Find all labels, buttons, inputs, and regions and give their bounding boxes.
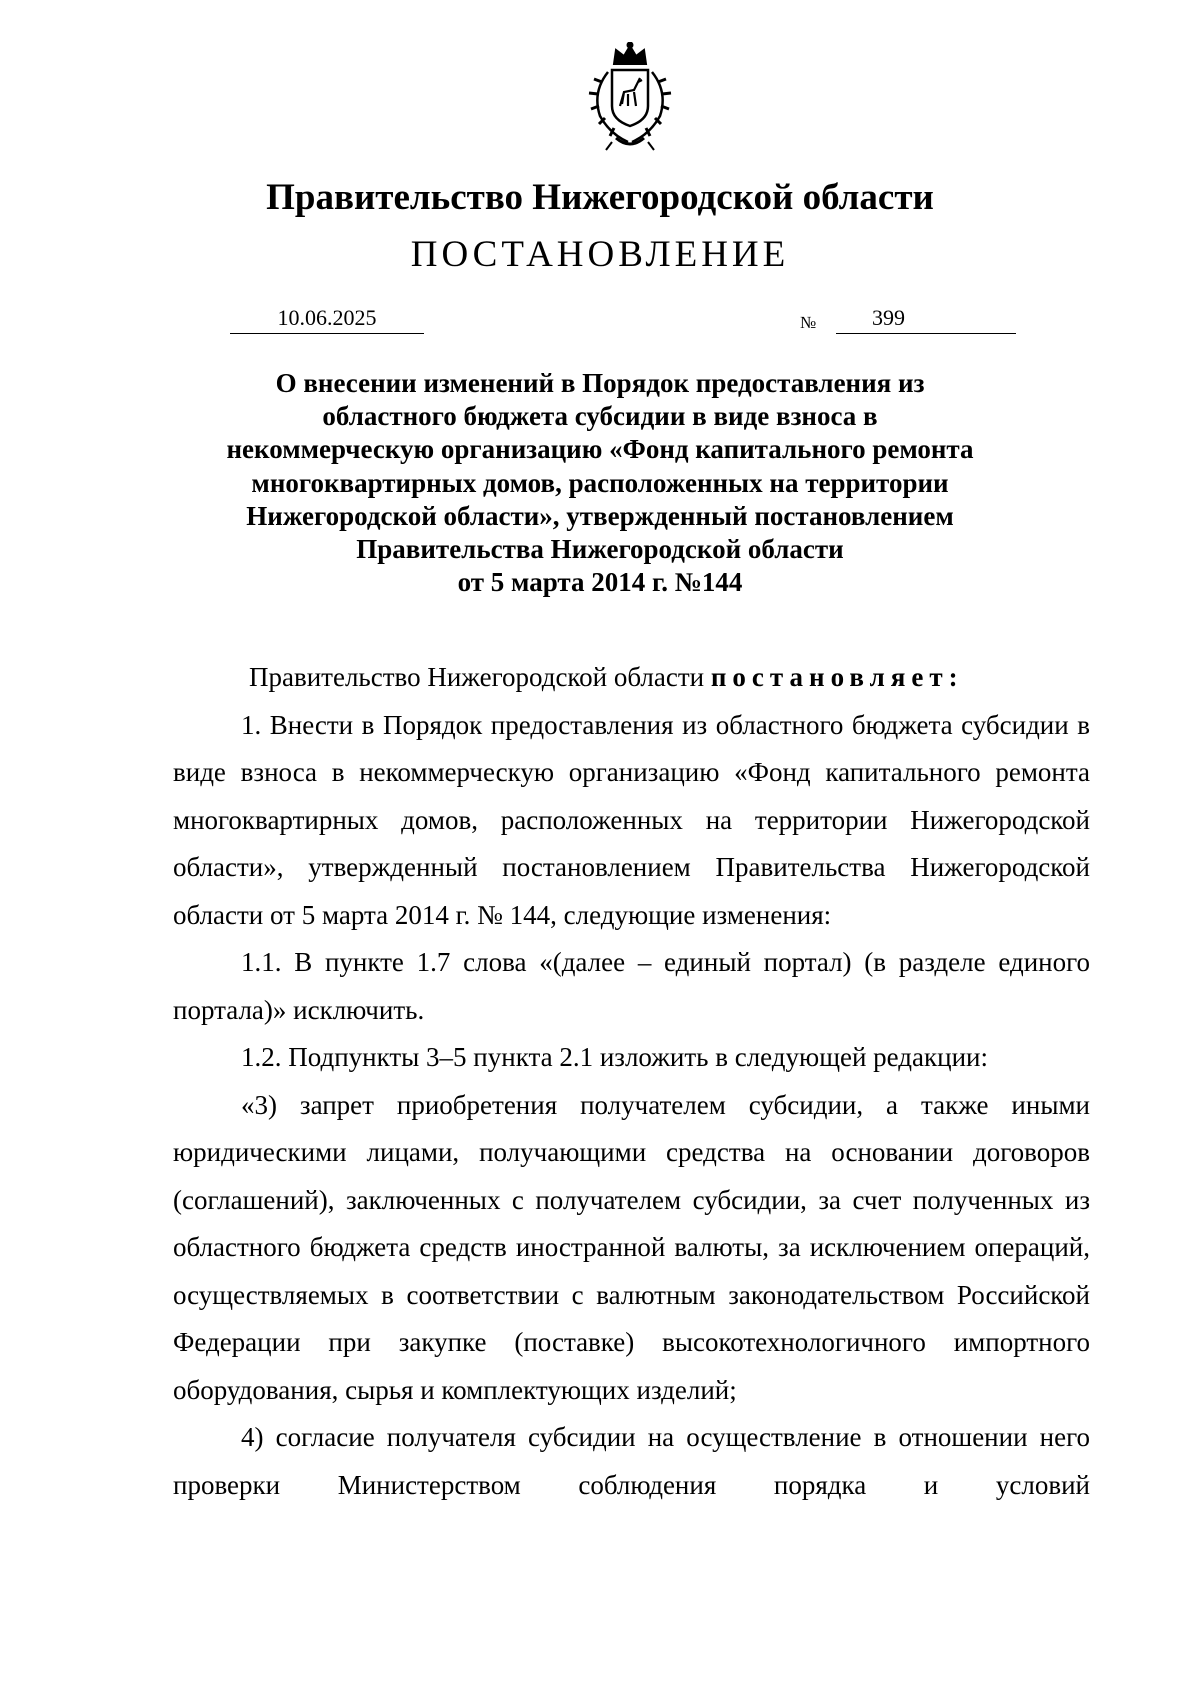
subject-line: О внесении изменений в Порядок предоставления из xyxy=(275,368,925,398)
paragraph-subpoint-4: 4) согласие получателя субсидии на осуществление в отношении него проверки Министерством соблюдения порядка и условий xyxy=(173,1422,1090,1500)
coat-of-arms-emblem xyxy=(578,42,682,154)
government-title: Правительство Нижегородской области xyxy=(266,177,934,218)
decree-number: 399 xyxy=(872,305,905,330)
subject-line: многоквартирных домов, расположенных на территории xyxy=(251,467,949,498)
paragraph-1-2: 1.2. Подпункты 3–5 пункта 2.1 изложить в следующей редакции: xyxy=(241,1042,988,1072)
intro-paragraph xyxy=(173,654,1090,702)
paragraph-1-1: 1.1. В пункте 1.7 слова «(далее – единый портал) (в разделе единого портала)» исключить. xyxy=(173,947,1090,1025)
intro-prefix: Правительство Нижегородской области xyxy=(249,662,711,692)
decree-number-field xyxy=(836,304,1016,334)
intro-verb: постановляет: xyxy=(710,662,964,692)
subject-line: от 5 марта 2014 г. №144 xyxy=(457,567,743,598)
subject-line: Правительства Нижегородской области xyxy=(356,534,844,565)
decree-date: 10.06.2025 xyxy=(230,304,424,334)
paragraph-subpoint-3: «3) запрет приобретения получателем субсидии, а также иными юридическими лицами, получающими средства на основании договоров (соглашений), заключенных с получателем субсидии, за счет полученных из областного бюджета средств иностранной валюты, за исключением операций, осуществляемых в соответствии с валютным законодательством Российской Федерации при закупке (поставке) высокотехнологичного импортного оборудования, сырья и комплектующих изделий; xyxy=(173,1089,1090,1405)
number-sign: № xyxy=(800,313,817,332)
paragraph-1: 1. Внести в Порядок предоставления из областного бюджета субсидии в виде взноса в некоммерческую организацию «Фонд капитального ремонта многоквартирных домов, расположенных на территории Нижегородской области», утвержденный постановлением Правительства Нижегородской области от 5 марта 2014 г. № 144, следующие изменения: xyxy=(173,709,1090,930)
document-type: ПОСТАНОВЛЕНИЕ xyxy=(410,234,790,275)
subject-line: Нижегородской области», утвержденный постановлением xyxy=(246,500,954,531)
subject-line: областного бюджета субсидии в виде взноса в xyxy=(322,401,878,432)
subject-line: некоммерческую организацию «Фонд капитального ремонта xyxy=(226,434,974,465)
decree-subject xyxy=(0,367,1200,599)
decree-body xyxy=(173,654,1090,1509)
